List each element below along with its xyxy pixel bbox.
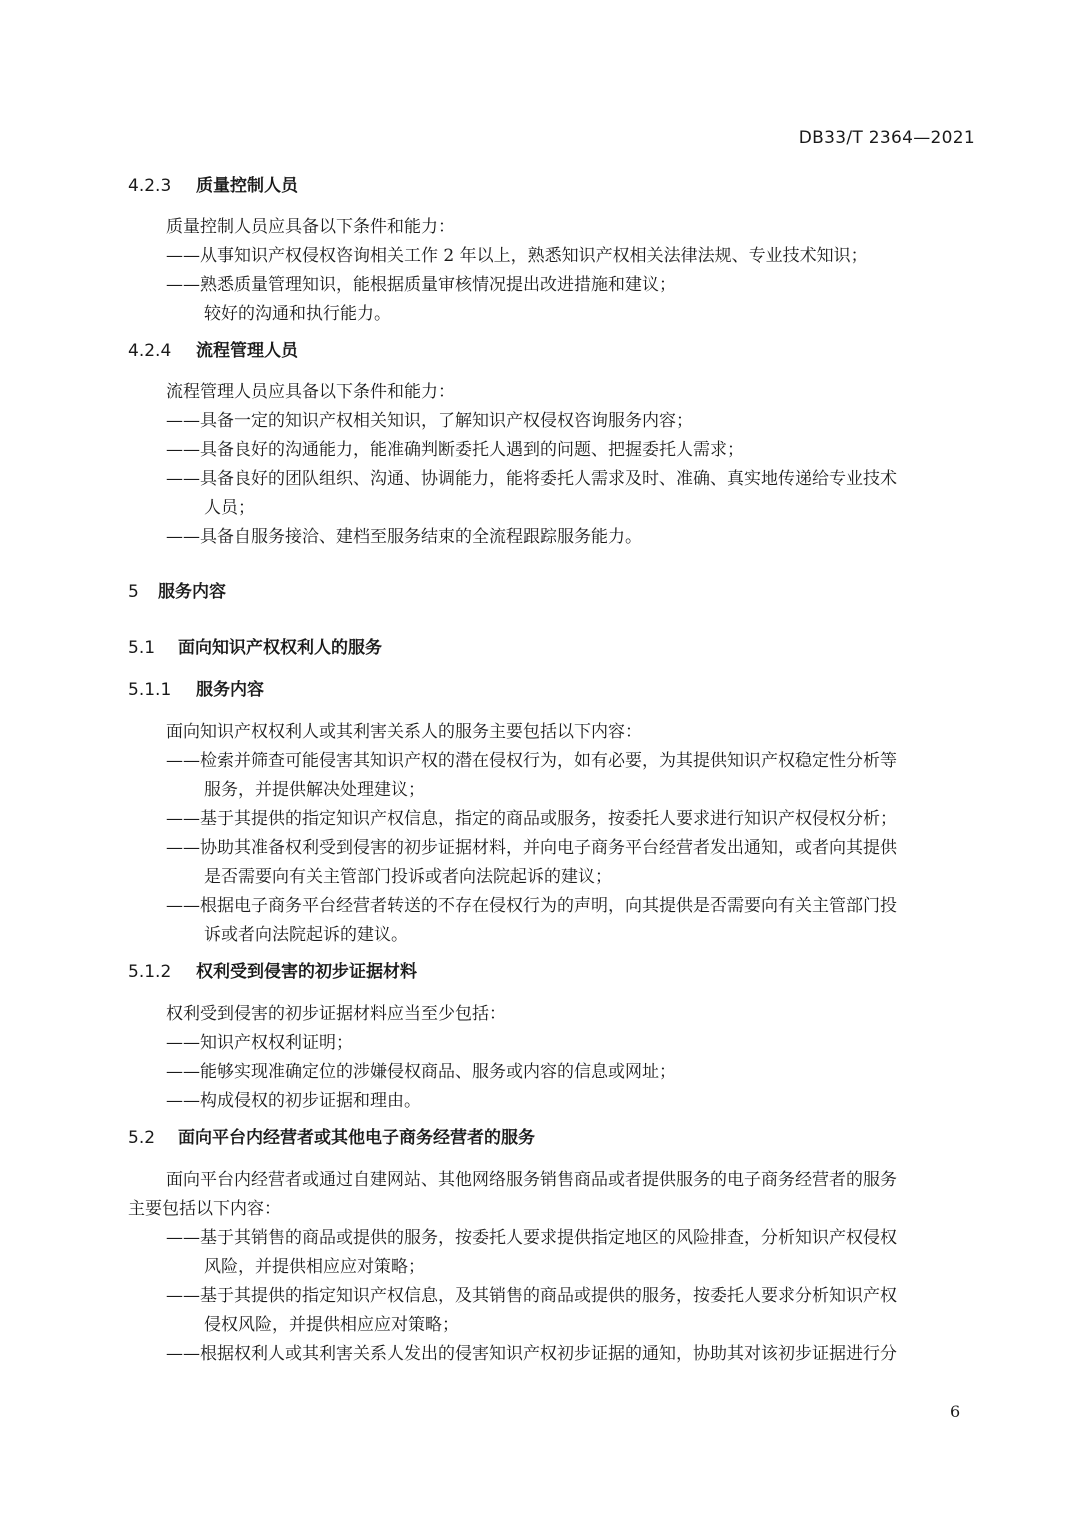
section-title: 服务内容 bbox=[158, 582, 226, 602]
list-item: ——具备良好的沟通能力，能准确判断委托人遇到的问题、把握委托人需求； bbox=[166, 440, 744, 460]
section-number: 5.1.1 bbox=[128, 680, 172, 700]
list-item: ——根据权利人或其利害关系人发出的侵害知识产权初步证据的通知，协助其对该初步证据进行分 bbox=[166, 1344, 897, 1364]
section-title: 权利受到侵害的初步证据材料 bbox=[196, 962, 417, 982]
section-title: 服务内容 bbox=[196, 680, 264, 700]
list-item: ——具备一定的知识产权相关知识，了解知识产权侵权咨询服务内容； bbox=[166, 411, 693, 431]
heading-4-2-3 bbox=[128, 172, 978, 200]
section-title: 质量控制人员 bbox=[196, 176, 298, 196]
list-item: ——具备良好的团队组织、沟通、协调能力，能将委托人需求及时、准确、真实地传递给专业技术 bbox=[166, 469, 897, 489]
paragraph: 面向知识产权权利人或其利害关系人的服务主要包括以下内容： bbox=[166, 722, 642, 742]
list-item: ——构成侵权的初步证据和理由。 bbox=[166, 1091, 421, 1111]
heading-5-1 bbox=[128, 634, 978, 662]
section-number: 5 bbox=[128, 582, 139, 602]
list-item: 较好的沟通和执行能力。 bbox=[204, 304, 391, 324]
list-item: ——基于其提供的指定知识产权信息，及其销售的商品或提供的服务，按委托人要求分析知识产权 bbox=[166, 1286, 897, 1306]
section-title: 面向平台内经营者或其他电子商务经营者的服务 bbox=[178, 1128, 535, 1148]
heading-4-2-4 bbox=[128, 337, 978, 365]
section-number: 5.1 bbox=[128, 638, 156, 658]
list-item: ——基于其销售的商品或提供的服务，按委托人要求提供指定地区的风险排查，分析知识产权侵权 bbox=[166, 1228, 897, 1248]
list-item: ——知识产权权利证明； bbox=[166, 1033, 353, 1053]
list-item: ——基于其提供的指定知识产权信息，指定的商品或服务，按委托人要求进行知识产权侵权分析； bbox=[166, 809, 897, 829]
page-content bbox=[128, 170, 978, 1369]
standard-code: DB33/T 2364—2021 bbox=[798, 128, 975, 148]
list-item-continuation: 诉或者向法院起诉的建议。 bbox=[204, 925, 408, 945]
list-item-continuation: 人员； bbox=[204, 498, 255, 518]
section-number: 5.2 bbox=[128, 1128, 156, 1148]
list-item: ——根据电子商务平台经营者转送的不存在侵权行为的声明，向其提供是否需要向有关主管部门投 bbox=[166, 896, 897, 916]
list-item-continuation: 风险，并提供相应应对策略； bbox=[204, 1257, 425, 1277]
list-item-continuation: 是否需要向有关主管部门投诉或者向法院起诉的建议； bbox=[204, 867, 612, 887]
list-item-continuation: 侵权风险，并提供相应应对策略； bbox=[204, 1315, 459, 1335]
paragraph-continuation: 主要包括以下内容： bbox=[128, 1199, 281, 1219]
section-title: 流程管理人员 bbox=[196, 341, 298, 361]
page-number: 6 bbox=[950, 1402, 961, 1421]
list-item: ——能够实现准确定位的涉嫌侵权商品、服务或内容的信息或网址； bbox=[166, 1062, 676, 1082]
paragraph: 质量控制人员应具备以下条件和能力： bbox=[166, 217, 455, 237]
section-number: 5.1.2 bbox=[128, 962, 172, 982]
paragraph: 权利受到侵害的初步证据材料应当至少包括： bbox=[166, 1004, 506, 1024]
list-item: ——检索并筛查可能侵害其知识产权的潜在侵权行为，如有必要，为其提供知识产权稳定性分析等 bbox=[166, 751, 897, 771]
list-item: ——熟悉质量管理知识，能根据质量审核情况提出改进措施和建议； bbox=[166, 275, 676, 295]
section-number: 4.2.4 bbox=[128, 341, 172, 361]
paragraph: 流程管理人员应具备以下条件和能力： bbox=[166, 382, 455, 402]
heading-5-1-2 bbox=[128, 958, 978, 986]
heading-5-1-1 bbox=[128, 676, 978, 704]
list-item-continuation: 服务，并提供解决处理建议； bbox=[204, 780, 425, 800]
list-item: ——具备自服务接洽、建档至服务结束的全流程跟踪服务能力。 bbox=[166, 527, 642, 547]
list-item: ——从事知识产权侵权咨询相关工作 2 年以上，熟悉知识产权相关法律法规、专业技术知识； bbox=[166, 246, 868, 266]
heading-5 bbox=[128, 578, 978, 606]
paragraph: 面向平台内经营者或通过自建网站、其他网络服务销售商品或者提供服务的电子商务经营者的服务 bbox=[166, 1170, 897, 1190]
section-title: 面向知识产权权利人的服务 bbox=[178, 638, 382, 658]
list-item: ——协助其准备权利受到侵害的初步证据材料，并向电子商务平台经营者发出通知，或者向其提供 bbox=[166, 838, 897, 858]
section-number: 4.2.3 bbox=[128, 176, 172, 196]
heading-5-2 bbox=[128, 1124, 978, 1152]
